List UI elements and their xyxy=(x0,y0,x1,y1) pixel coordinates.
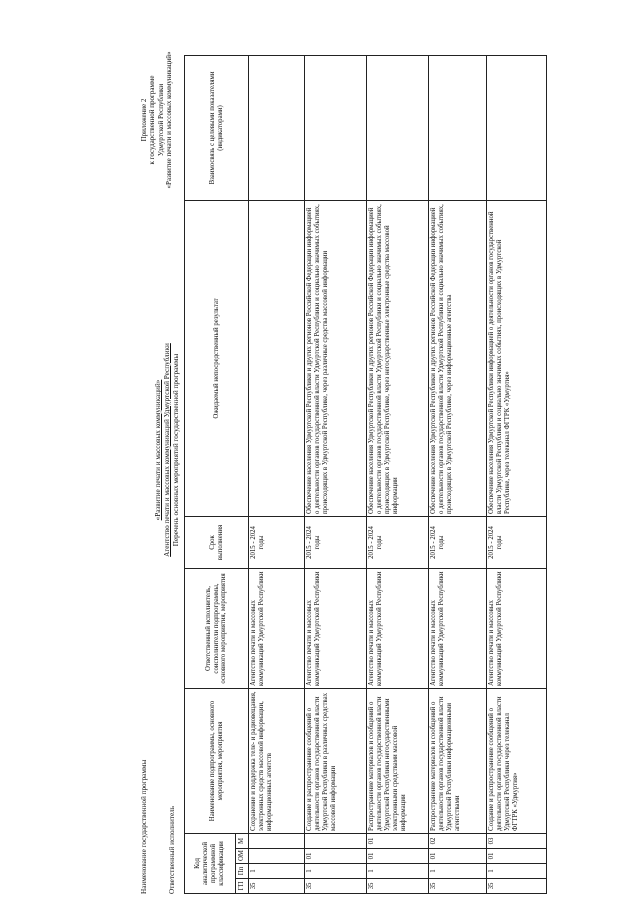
col-link: Взаимосвязь с целевыми показателями (индикаторами) xyxy=(185,55,249,200)
col-result: Ожидаемый непосредственный результат xyxy=(185,200,249,516)
cell-link xyxy=(367,55,429,200)
cell-m: 02 xyxy=(429,833,487,848)
cell-om: 01 xyxy=(305,849,367,864)
col-gp: ГП xyxy=(236,879,249,894)
col-executor: Ответственный исполнитель, соисполнители подпрограммы, основного мероприятия, мероприятия xyxy=(185,568,249,688)
title-line: Перечень основных мероприятий государственной программы xyxy=(172,353,180,547)
cell-executor: Агентство печати и массовых коммуникаций Удмуртской Республики xyxy=(249,568,305,688)
appendix-line-1: Приложение 2 xyxy=(140,98,148,142)
cell-m xyxy=(305,833,367,848)
cell-gp: 35 xyxy=(367,879,429,894)
table-row xyxy=(249,55,305,893)
cell-name: Создание и распространение сообщений о деятельности органов государственной власти Удмуртской Республики в различных средствах массовой информации xyxy=(305,688,367,833)
cell-term: 2015 - 2024 годы xyxy=(429,516,487,568)
cell-result: Обеспечение населения Удмуртской Республики информацией о деятельности органов государственной власти Удмуртской Республики и социально значимых событиях, происходящих в Удмуртской Республике, через телеканал ФГТРК «Удмуртия» xyxy=(487,200,547,516)
cell-name: Создание и распространение сообщений о деятельности органов государственной власти Удмуртской Республики через телеканал ФГТРК «Удмуртия» xyxy=(487,688,547,833)
cell-executor: Агентство печати и массовых коммуникаций Удмуртской Республики xyxy=(367,568,429,688)
program-label: Наименование государственной программы xyxy=(140,759,148,894)
cell-pp: 1 xyxy=(367,864,429,879)
cell-om: 01 xyxy=(487,849,547,864)
col-term: Срок выполнения xyxy=(185,516,249,568)
col-m: М xyxy=(236,833,249,848)
appendix-line-4: «Развитие печати и массовых коммуникаций» xyxy=(165,51,174,189)
cell-om xyxy=(249,849,305,864)
col-code-group: Код аналитической программной классификации xyxy=(185,833,236,893)
cell-gp: 35 xyxy=(305,879,367,894)
cell-link xyxy=(305,55,367,200)
cell-pp: 1 xyxy=(487,864,547,879)
cell-gp: 35 xyxy=(487,879,547,894)
cell-m: 01 xyxy=(367,833,429,848)
cell-m xyxy=(249,833,305,848)
cell-term: 2015 - 2024 годы xyxy=(249,516,305,568)
cell-gp: 35 xyxy=(249,879,305,894)
cell-gp: 35 xyxy=(429,879,487,894)
table-row xyxy=(305,55,367,893)
cell-om: 01 xyxy=(429,849,487,864)
cell-result: Обеспечение населения Удмуртской Республики и других регионов Российской Федерации информацией о деятельности органов государственной власти Удмуртской Республики и социально значимых событиях, происходящих в Удмуртской Республике, через информационные агентства xyxy=(429,200,487,516)
col-pp: Пп xyxy=(236,864,249,879)
cell-term: 2015 - 2024 годы xyxy=(487,516,547,568)
cell-pp: 1 xyxy=(429,864,487,879)
cell-name: Сохранение и поддержка теле- и радиовещания, электронных средств массовой информации, информационных агентств xyxy=(249,688,305,833)
cell-executor: Агентство печати и массовых коммуникаций Удмуртской Республики xyxy=(487,568,547,688)
col-om: ОМ xyxy=(236,849,249,864)
agency-name: Агентство печати и массовых коммуникаций Удмуртской Республики xyxy=(163,343,171,557)
cell-term: 2015 - 2024 годы xyxy=(367,516,429,568)
appendix-line-3: Удмуртской Республики xyxy=(156,83,165,157)
cell-executor: Агентство печати и массовых коммуникаций Удмуртской Республики xyxy=(429,568,487,688)
cell-result: Обеспечение населения Удмуртской Республики и других регионов Российской Федерации информацией о деятельности органов государственной власти Удмуртской Республики и социально значимых событиях, происходящих в Удмуртской Республике, через различные средства массовой информации xyxy=(305,200,367,516)
appendix-line-2: к государственной программе xyxy=(148,75,157,165)
cell-result: Обеспечение населения Удмуртской Республики и других регионов Российской Федерации информацией о деятельности органов государственной власти Удмуртской Республики и социально значимых событиях, происходящих в Удмуртской Республике, через негосударственные электронные средства массовой информации xyxy=(367,200,429,516)
table-row xyxy=(367,55,429,893)
cell-result xyxy=(249,200,305,516)
cell-link xyxy=(429,55,487,200)
cell-link xyxy=(249,55,305,200)
cell-executor: Агентство печати и массовых коммуникаций Удмуртской Республики xyxy=(305,568,367,688)
col-name: Наименование подпрограммы, основного мероприятия, мероприятия xyxy=(185,688,249,833)
table-row xyxy=(487,55,547,893)
cell-m: 03 xyxy=(487,833,547,848)
table-row xyxy=(429,55,487,893)
responsible-label: Ответственный исполнитель xyxy=(168,806,176,894)
cell-name: Распространение материалов и сообщений о деятельности органов государственной власти Удмуртской Республики негосударственными электронными средствами массовой информации xyxy=(367,688,429,833)
cell-om: 01 xyxy=(367,849,429,864)
program-name: «Развитие печати и массовых коммуникаций» xyxy=(154,379,162,521)
cell-pp: 1 xyxy=(249,864,305,879)
document-title xyxy=(172,325,180,575)
cell-term: 2015 - 2024 годы xyxy=(305,516,367,568)
cell-pp: 1 xyxy=(305,864,367,879)
cell-name: Распространение материалов и сообщений о деятельности органов государственной власти Удмуртской Республики информационными агентствами xyxy=(429,688,487,833)
appendix-note xyxy=(140,0,174,240)
cell-link xyxy=(487,55,547,200)
activities-table xyxy=(184,55,547,894)
